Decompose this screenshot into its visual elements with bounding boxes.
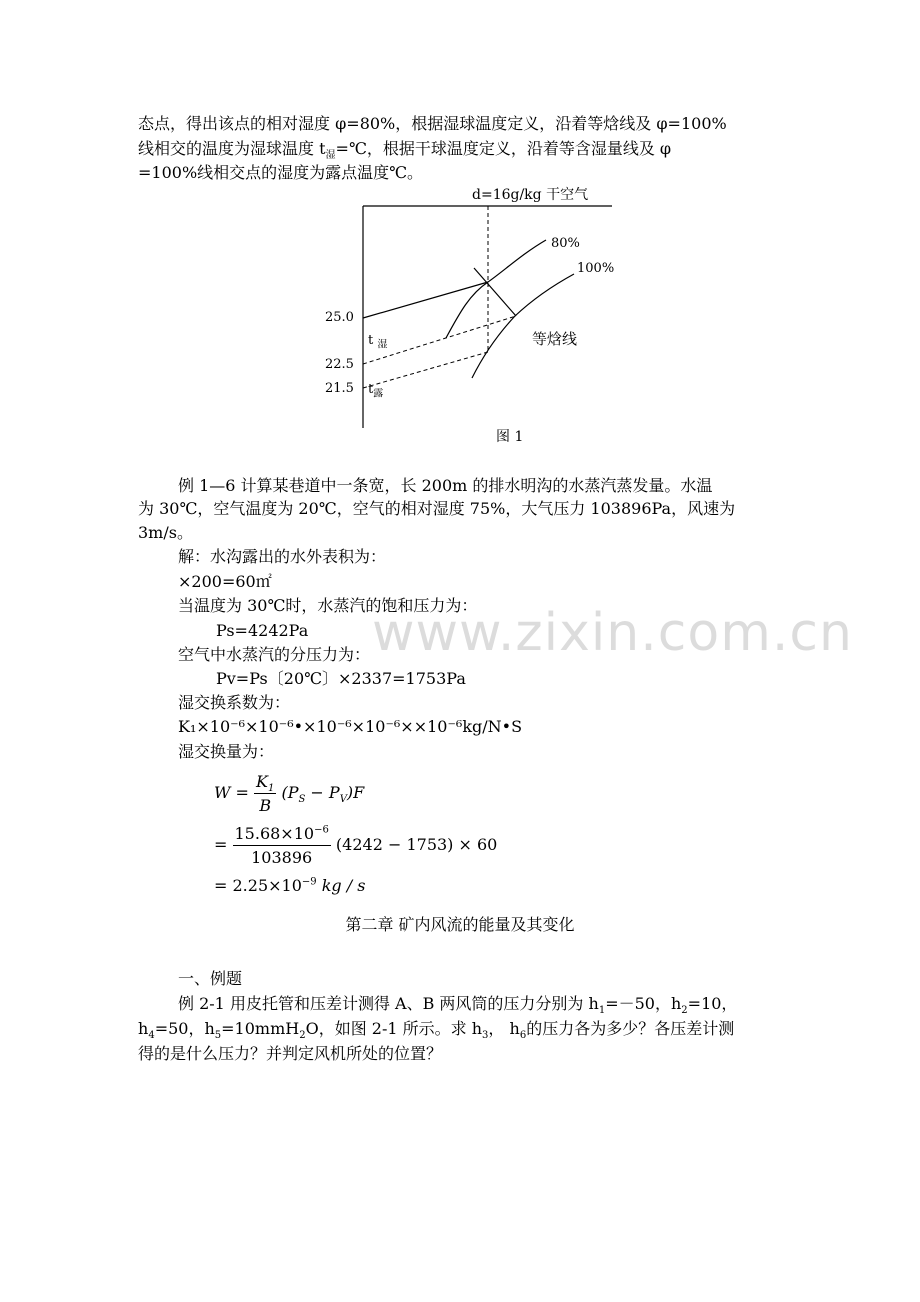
ex16-sol-3: 当温度为 30℃时，水蒸汽的饱和压力为： [178,596,478,615]
curve-100-label: 100% [577,261,615,276]
ex16-line-1: 例 1—6 计算某巷道中一条宽，长 200m 的排水明沟的水蒸汽蒸发量。水温 [178,476,713,495]
y-label-25: 25.0 [325,310,354,325]
ex16-line-2: 为 30℃，空气温度为 20℃，空气的相对湿度 75%，大气压力 103896Pa，风速为 [138,499,736,518]
ex16-sol-7: 湿交换系数为： [178,693,291,712]
ex16-sol-1: 解：水沟露出的水外表积为： [178,547,387,566]
formula-line-3: = $2.25\times 10^{-9}$ kg / s [214,876,366,895]
section-heading: 一、例题 [178,969,243,988]
ex16-sol-4: Ps=4242Pa [216,621,309,640]
ex21-line-2: $h_4=50$，$h_5=10mmH_2O$，如图 2-1 所示。求 $h_3$， $h_6$的压力各为多少？各压差计测 [138,1019,735,1042]
intro-line-2: 线相交的温度为湿球温度 $t_湿=℃$，根据干球温度定义，沿着等含湿量线及 φ [138,139,672,162]
intro-line-3: =100%线相交点的湿度为露点温度℃。 [138,163,424,182]
ex16-line-3: 3m/s。 [138,523,193,542]
ex16-sol-5: 空气中水蒸汽的分压力为： [178,645,371,664]
chapter-title: 第二章 矿内风流的能量及其变化 [345,915,575,934]
ex16-sol-2: ×200=60㎡ [178,572,272,591]
figure-caption: 图 1 [496,429,524,445]
intro-line-1: 态点，得出该点的相对湿度 φ=80%，根据湿球温度定义，沿着等焓线及 φ=100% [138,114,727,133]
figure-1 [300,182,640,450]
ex16-sol-9: 湿交换量为： [178,742,275,761]
ex21-line-3: 得的是什么压力？并判定风机所处的位置？ [138,1044,443,1063]
ex16-sol-8: K₁×10⁻⁶×10⁻⁶•×10⁻⁶×10⁻⁶××10⁻⁶kg/N•S [178,717,523,736]
formula-line-1: W = $\frac{K_1}{B}$ $(P_S - P_V)F$ [214,772,365,815]
formula-line-2: = $\frac{15.68\times 10^{-6}}{103896}$ (4242 − 1753) × 60 [214,824,498,867]
y-label-225: 22.5 [325,357,354,372]
watermark: www.zixin.com.cn [372,603,853,663]
top-label: d=16g/kg 干空气 [472,187,589,203]
t-wet-label: t $_湿$ [368,333,388,351]
ex21-line-1: 例 2-1 用皮托管和压差计测得 A、B 两风筒的压力分别为 $h_1=-50$，$h_2=10$， [178,994,738,1017]
t-dew-label: $t_露$ [368,382,384,400]
curve-80-label: 80% [551,236,580,251]
enthalpy-label: 等焓线 [532,330,578,348]
ex16-sol-6: Pv=Ps〔20℃〕×2337=1753Pa [216,669,466,688]
y-label-215: 21.5 [325,381,354,396]
